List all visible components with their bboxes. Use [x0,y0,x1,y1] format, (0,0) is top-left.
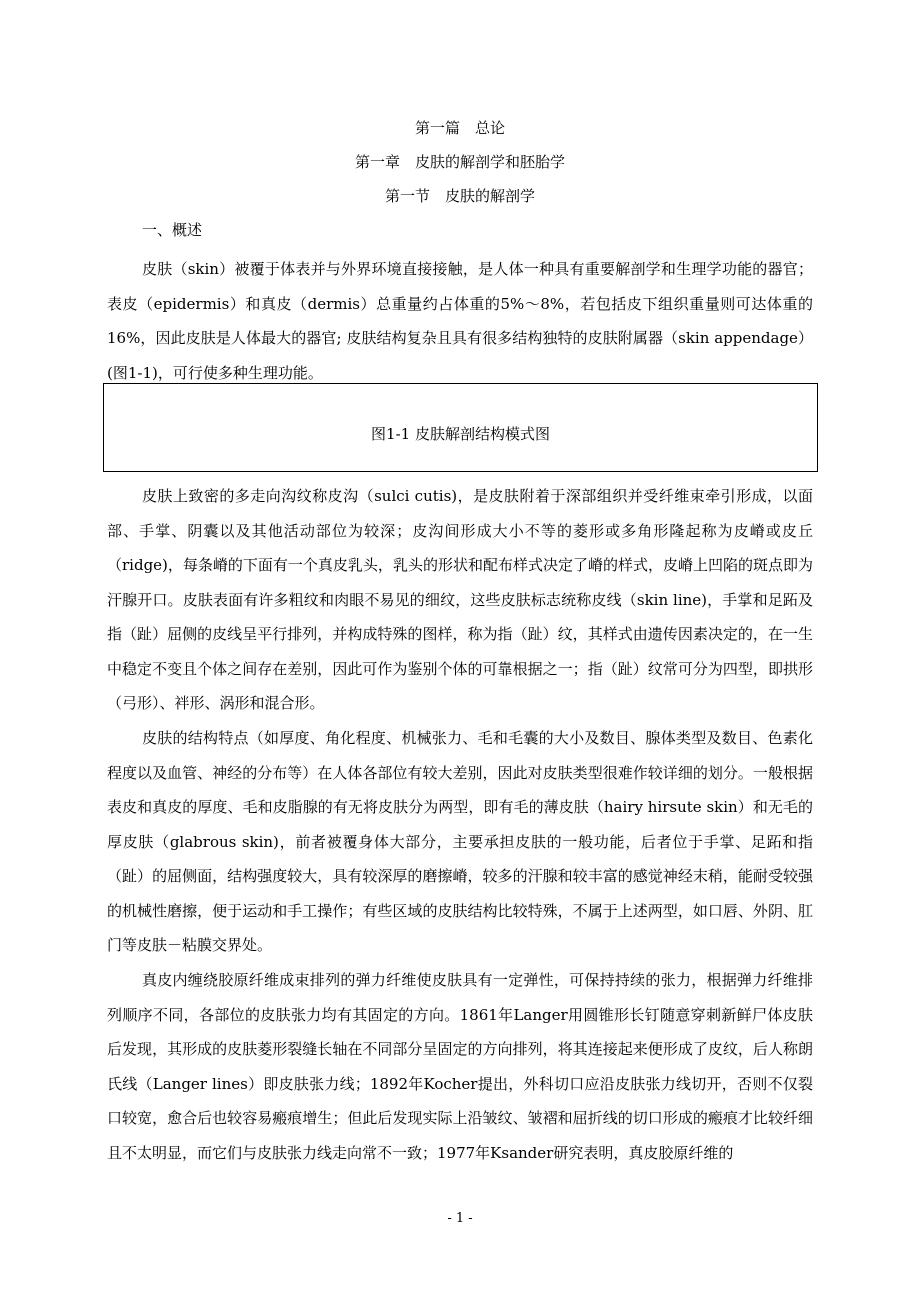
page-number: - 1 - [447,1211,473,1226]
figure-caption: 图1-1 皮肤解剖结构模式图 [371,425,550,443]
chapter-heading: 第一章 皮肤的解剖学和胚胎学 [354,153,565,171]
paragraph-skin-types: 皮肤的结构特点（如厚度、角化程度、机械张力、毛和毛囊的大小及数目、腺体类型及数目、色素化程度以及血管、神经的分布等）在人体各部位有较大差别，因此对皮肤类型很难作较详细的划分。一般根据表皮和真皮的厚度、毛和皮脂腺的有无将皮肤分为两型，即有毛的薄皮肤（hairy hirsute skin）和无毛的厚皮肤（glabrous skin)，前者被覆身体大部分，主要承担皮肤的一般功能，后者位于手掌、足跖和指（趾）的屈侧面，结构强度较大，具有较深厚的磨擦嵴，较多的汗腺和较丰富的感觉神经末稍，能耐受较强的机械性磨擦，便于运动和手工操作；有些区域的皮肤结构比较特殊，不属于上述两型，如口唇、外阴、肛门等皮肤－粘膜交界处。 [107,729,813,954]
paragraph-overview: 皮肤（skin）被覆于体表并与外界环境直接接触，是人体一种具有重要解剖学和生理学功能的器官；表皮（epidermis）和真皮（dermis）总重量约占体重的5%～8%，若包括皮下组织重量则可达体重的16%，因此皮肤是人体最大的器官; 皮肤结构复杂且具有很多结构独特的皮肤附属器（skin appendage）(图1-1)，可行使多种生理功能。 [107,260,813,382]
paragraph-skin-grooves: 皮肤上致密的多走向沟纹称皮沟（sulci cutis)，是皮肤附着于深部组织并受纤维束牵引形成，以面部、手掌、阴囊以及其他活动部位为较深；皮沟间形成大小不等的菱形或多角形隆起称为皮嵴或皮丘（ridge)，每条嵴的下面有一个真皮乳头，乳头的形状和配布样式决定了嵴的样式，皮嵴上凹陷的斑点即为汗腺开口。皮肤表面有许多粗纹和肉眼不易见的细纹，这些皮肤标志统称皮线（skin line)，手掌和足跖及指（趾）屈侧的皮线呈平行排列，并构成特殊的图样，称为指（趾）纹，其样式由遗传因素决定的，在一生中稳定不变且个体之间存在差别，因此可作为鉴别个体的可靠根据之一；指（趾）纹常可分为四型，即拱形（弓形）、袢形、涡形和混合形。 [107,487,813,712]
figure-placeholder [103,383,818,472]
section-heading: 第一节 皮肤的解剖学 [384,187,535,205]
subsection-heading: 一、概述 [142,221,203,239]
part-heading: 第一篇 总论 [414,119,505,137]
paragraph-elastic-fibers: 真皮内缠绕胶原纤维成束排列的弹力纤维使皮肤具有一定弹性，可保持持续的张力，根据弹力纤维排列顺序不同，各部位的皮肤张力均有其固定的方向。1861年Langer用圆锥形长钉随意穿刺新鲜尸体皮肤后发现，其形成的皮肤菱形裂缝长轴在不同部分呈固定的方向排列，将其连接起来便形成了皮纹，后人称朗氏线（Langer lines）即皮肤张力线；1892年Kocher提出，外科切口应沿皮肤张力线切开，否则不仅裂口较宽，愈合后也较容易瘢痕增生；但此后发现实际上沿皱纹、皱褶和屈折线的切口形成的瘢痕才比较纤细且不太明显，而它们与皮肤张力线走向常不一致；1977年Ksander研究表明，真皮胶原纤维的 [107,971,813,1162]
